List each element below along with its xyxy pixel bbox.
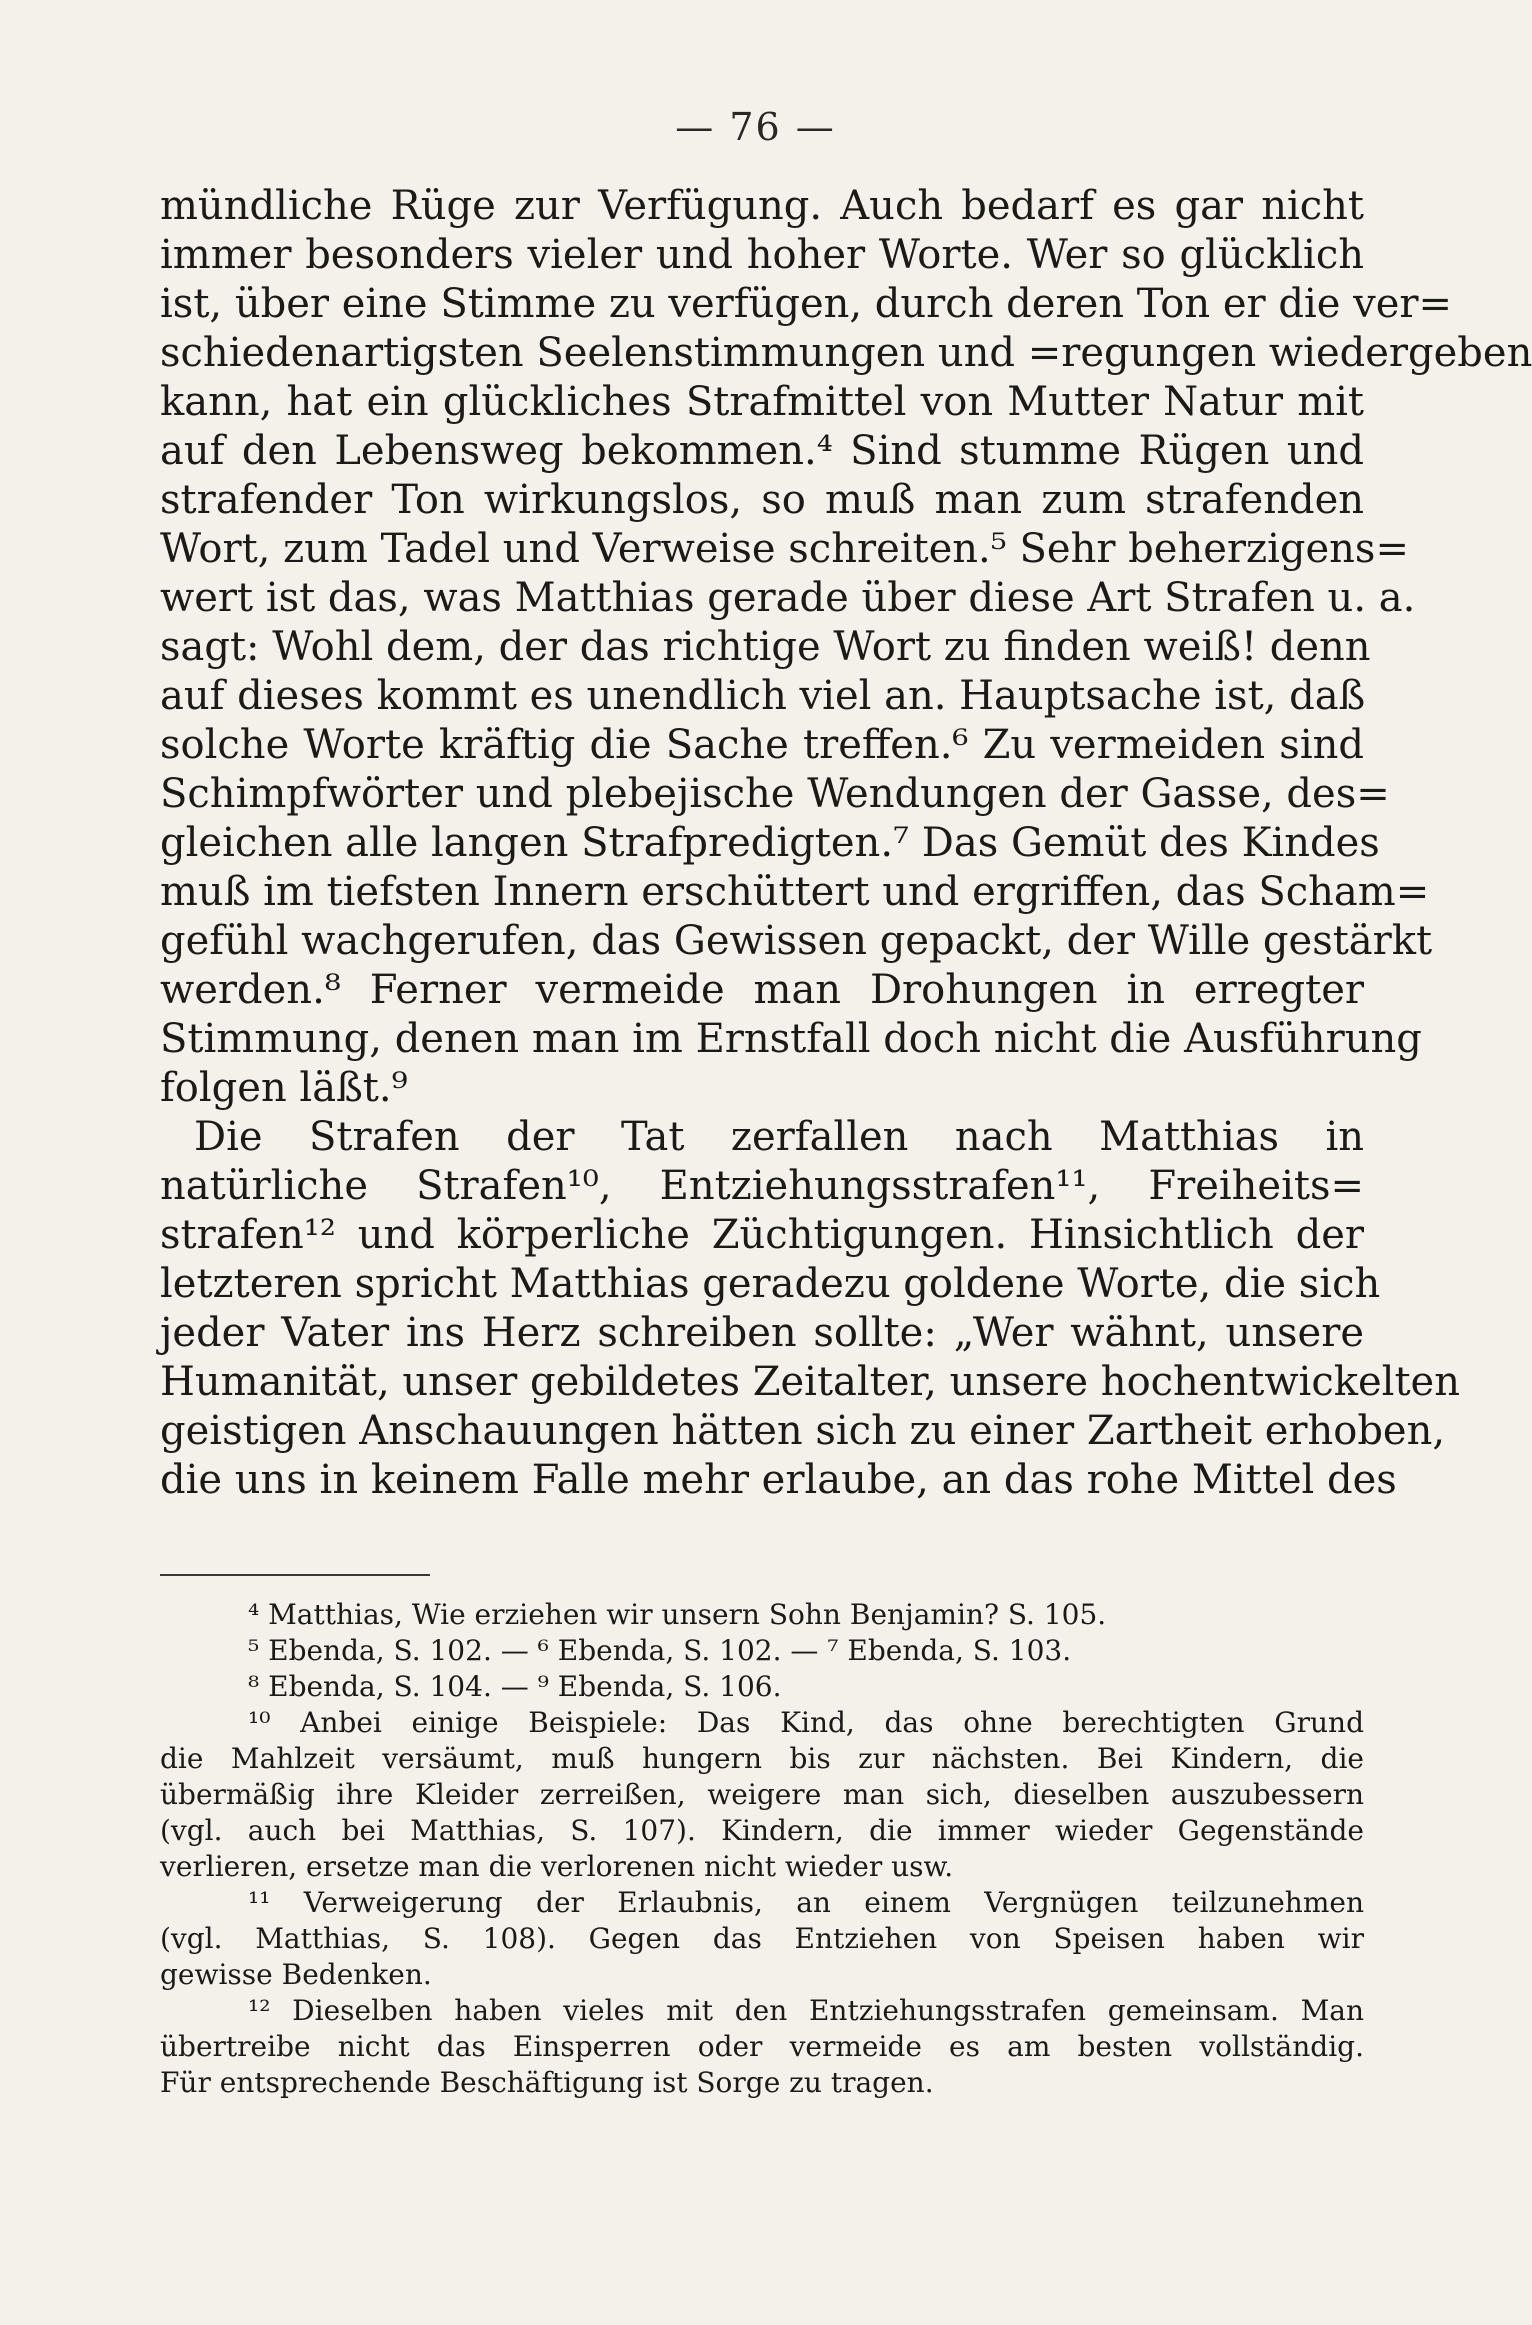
text-line: strafender Ton wirkungslos, so muß man zum strafenden [160,477,1364,523]
text-line: mündliche Rüge zur Verfügung. Auch bedarf es gar nicht [160,183,1364,229]
text-line: geistigen Anschauungen hätten sich zu einer Zartheit erhoben, [160,1408,1446,1454]
footnote-line: ¹⁰ Anbei einige Beispiele: Das Kind, das ohne berechtigten Grund [248,1706,1364,1739]
text-line: strafen¹² und körperliche Züchtigungen. Hinsichtlich der [160,1212,1364,1258]
footnote-line: ⁸ Ebenda, S. 104. — ⁹ Ebenda, S. 106. [248,1670,782,1703]
footnote-line: (vgl. Matthias, S. 108). Gegen das Entziehen von Speisen haben wir [160,1922,1364,1955]
text-line: kann, hat ein glückliches Strafmittel von Mutter Natur mit [160,379,1364,425]
text-line: letzteren spricht Matthias geradezu goldene Worte, die sich [160,1261,1381,1307]
text-line: muß im tiefsten Innern erschüttert und ergriffen, das Scham= [160,869,1430,915]
footnote-line: ⁴ Matthias, Wie erziehen wir unsern Sohn Benjamin? S. 105. [248,1598,1107,1631]
text-line: die uns in keinem Falle mehr erlaube, an das rohe Mittel des [160,1457,1397,1503]
footnote-line: ¹¹ Verweigerung der Erlaubnis, an einem Vergnügen teilzunehmen [248,1886,1364,1919]
footnote-line: verlieren, ersetze man die verlorenen nicht wieder usw. [160,1850,954,1883]
text-line: solche Worte kräftig die Sache treffen.⁶ Zu vermeiden sind [160,722,1364,768]
footnote-line: übertreibe nicht das Einsperren oder vermeide es am besten vollständig. [160,2030,1364,2063]
footnote-line: gewisse Bedenken. [160,1958,432,1991]
footnote-line: ⁵ Ebenda, S. 102. — ⁶ Ebenda, S. 102. — ⁷ Ebenda, S. 103. [248,1634,1072,1667]
text-line: Humanität, unser gebildetes Zeitalter, unsere hochentwickelten [160,1359,1460,1405]
main-text [160,182,1532,1505]
footnote-line: die Mahlzeit versäumt, muß hungern bis zur nächsten. Bei Kindern, die [160,1742,1364,1775]
footnote-divider [160,1574,430,1576]
footnote-line: Für entsprechende Beschäftigung ist Sorge zu tragen. [160,2066,934,2099]
text-line: jeder Vater ins Herz schreiben sollte: „Wer wähnt, unsere [160,1310,1364,1356]
text-line: Stimmung, denen man im Ernstfall doch nicht die Ausführung [160,1016,1422,1062]
footnote-line: ¹² Dieselben haben vieles mit den Entziehungsstrafen gemeinsam. Man [248,1994,1364,2027]
text-line: ist, über eine Stimme zu verfügen, durch deren Ton er die ver= [160,281,1453,327]
text-line: auf dieses kommt es unendlich viel an. Hauptsache ist, daß [160,673,1366,719]
footnotes [160,1597,1364,2101]
text-line: werden.⁸ Ferner vermeide man Drohungen in erregter [160,967,1364,1013]
text-line: folgen läßt.⁹ [160,1065,408,1111]
text-line: Wort, zum Tadel und Verweise schreiten.⁵ Sehr beherzigens= [160,526,1409,572]
text-line: auf den Lebensweg bekommen.⁴ Sind stumme Rügen und [160,428,1364,474]
footnote-line: (vgl. auch bei Matthias, S. 107). Kindern, die immer wieder Gegenstände [160,1814,1364,1847]
text-line: wert ist das, was Matthias gerade über diese Art Strafen u. a. [160,575,1416,621]
text-line: gefühl wachgerufen, das Gewissen gepackt, der Wille gestärkt [160,918,1433,964]
text-line: sagt: Wohl dem, der das richtige Wort zu finden weiß! denn [160,624,1371,670]
text-line: schiedenartigsten Seelenstimmungen und =regungen wiedergeben [160,330,1532,376]
text-line: Die Strafen der Tat zerfallen nach Matthias in [194,1114,1364,1160]
page-number: — 76 — [675,105,836,149]
text-line: immer besonders vieler und hoher Worte. Wer so glücklich [160,232,1364,278]
text-line: natürliche Strafen¹⁰, Entziehungsstrafen¹¹, Freiheits= [160,1163,1364,1209]
footnote-line: übermäßig ihre Kleider zerreißen, weigere man sich, dieselben auszubessern [160,1778,1364,1811]
text-line: gleichen alle langen Strafpredigten.⁷ Das Gemüt des Kindes [160,820,1380,866]
text-line: Schimpfwörter und plebejische Wendungen der Gasse, des= [160,771,1390,817]
